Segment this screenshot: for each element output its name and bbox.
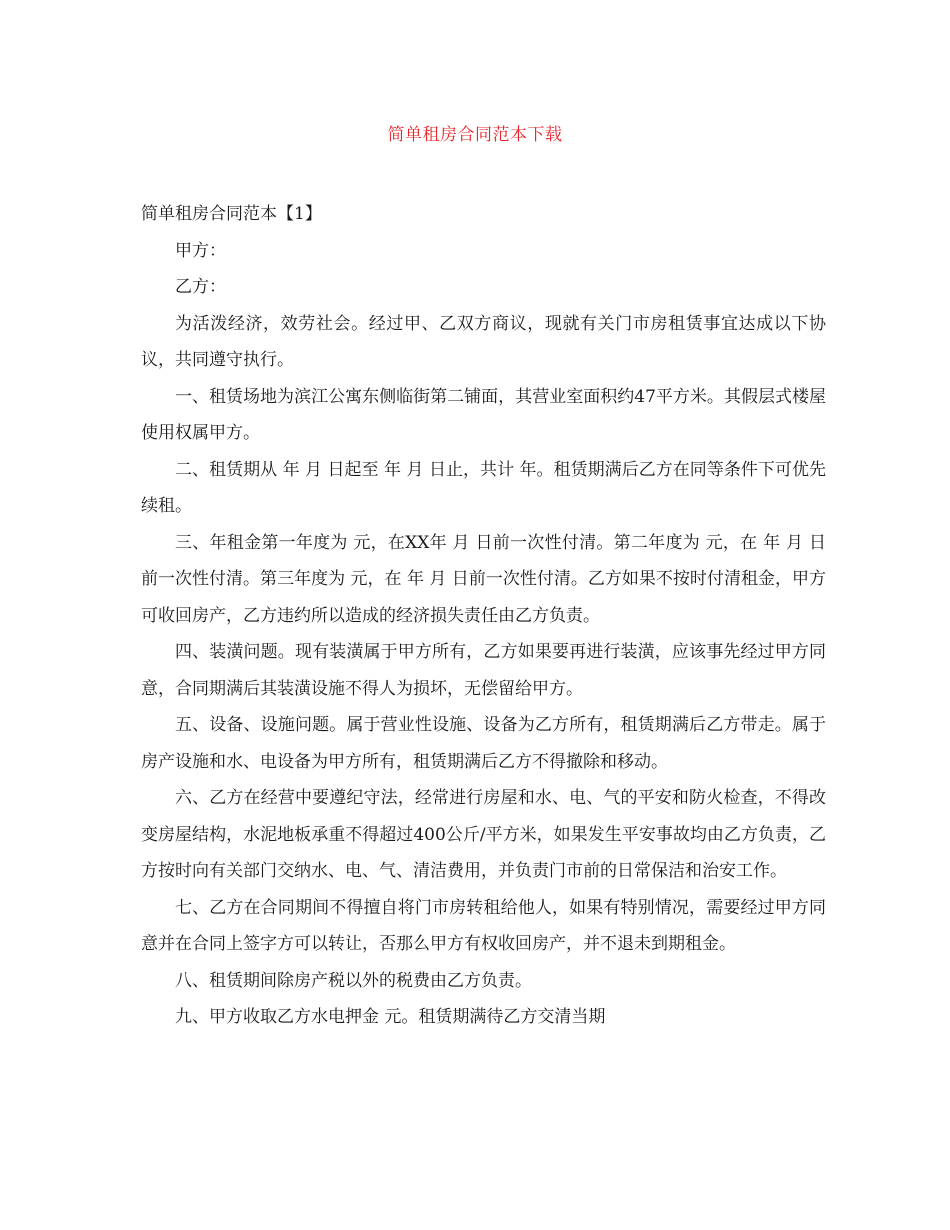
paragraph-clause-1: 一、租赁场地为滨江公寓东侧临街第二铺面，其营业室面积约47平方米。其假层式楼屋使用权属甲方。 [141,386,826,443]
paragraph-clause-8: 八、租赁期间除房产税以外的税费由乙方负责。 [175,970,532,991]
document-title: 简单租房合同范本下载 [387,125,563,145]
paragraph-clause-9: 九、甲方收取乙方水电押金 元。租赁期满待乙方交清当期 [175,1007,606,1027]
paragraph-clause-4: 四、装潢问题。现有装潢属于甲方所有，乙方如果要再进行装潢，应该事先经过甲方同意，合同期满后其装潢设施不得人为损坏，无偿留给甲方。 [141,642,826,699]
paragraph-clause-6: 六、乙方在经营中要遵纪守法，经常进行房屋和水、电、气的平安和防火检查，不得改变房屋结构，水泥地板承重不得超过400公斤/平方米，如果发生平安事故均由乙方负责，乙方按时向有关部门交纳水、电、气、清洁费用，并负责门市前的日常保洁和治安工作。 [141,788,826,881]
section-heading: 简单租房合同范本【1】 [141,204,322,224]
paragraph-clause-5: 五、设备、设施问题。属于营业性设施、设备为乙方所有，租赁期满后乙方带走。属于房产设施和水、电设备为甲方所有，租赁期满后乙方不得撤除和移动。 [141,715,826,772]
paragraph-clause-7: 七、乙方在合同期间不得擅自将门市房转租给他人，如果有特别情况，需要经过甲方同意并在合同上签字方可以转让，否那么甲方有权收回房产，并不退未到期租金。 [141,897,826,954]
paragraph-clause-2: 二、租赁期从 年 月 日起至 年 月 日止，共计 年。租赁期满后乙方在同等条件下可优先续租。 [141,459,826,516]
party-b-line: 乙方： [175,277,226,297]
paragraph-preamble: 为活泼经济，效劳社会。经过甲、乙双方商议，现就有关门市房租赁事宜达成以下协议，共同遵守执行。 [141,313,826,370]
document-body [141,196,826,1036]
party-a-line: 甲方： [175,240,226,261]
paragraph-clause-3: 三、年租金第一年度为 元，在XX年 月 日前一次性付清。第二年度为 元，在 年 月 日前一次性付清。第三年度为 元，在 年 月 日前一次性付清。乙方如果不按时付清租金，甲方可收回房产，乙方违约所以造成的经济损失责任由乙方负责。 [141,532,826,626]
